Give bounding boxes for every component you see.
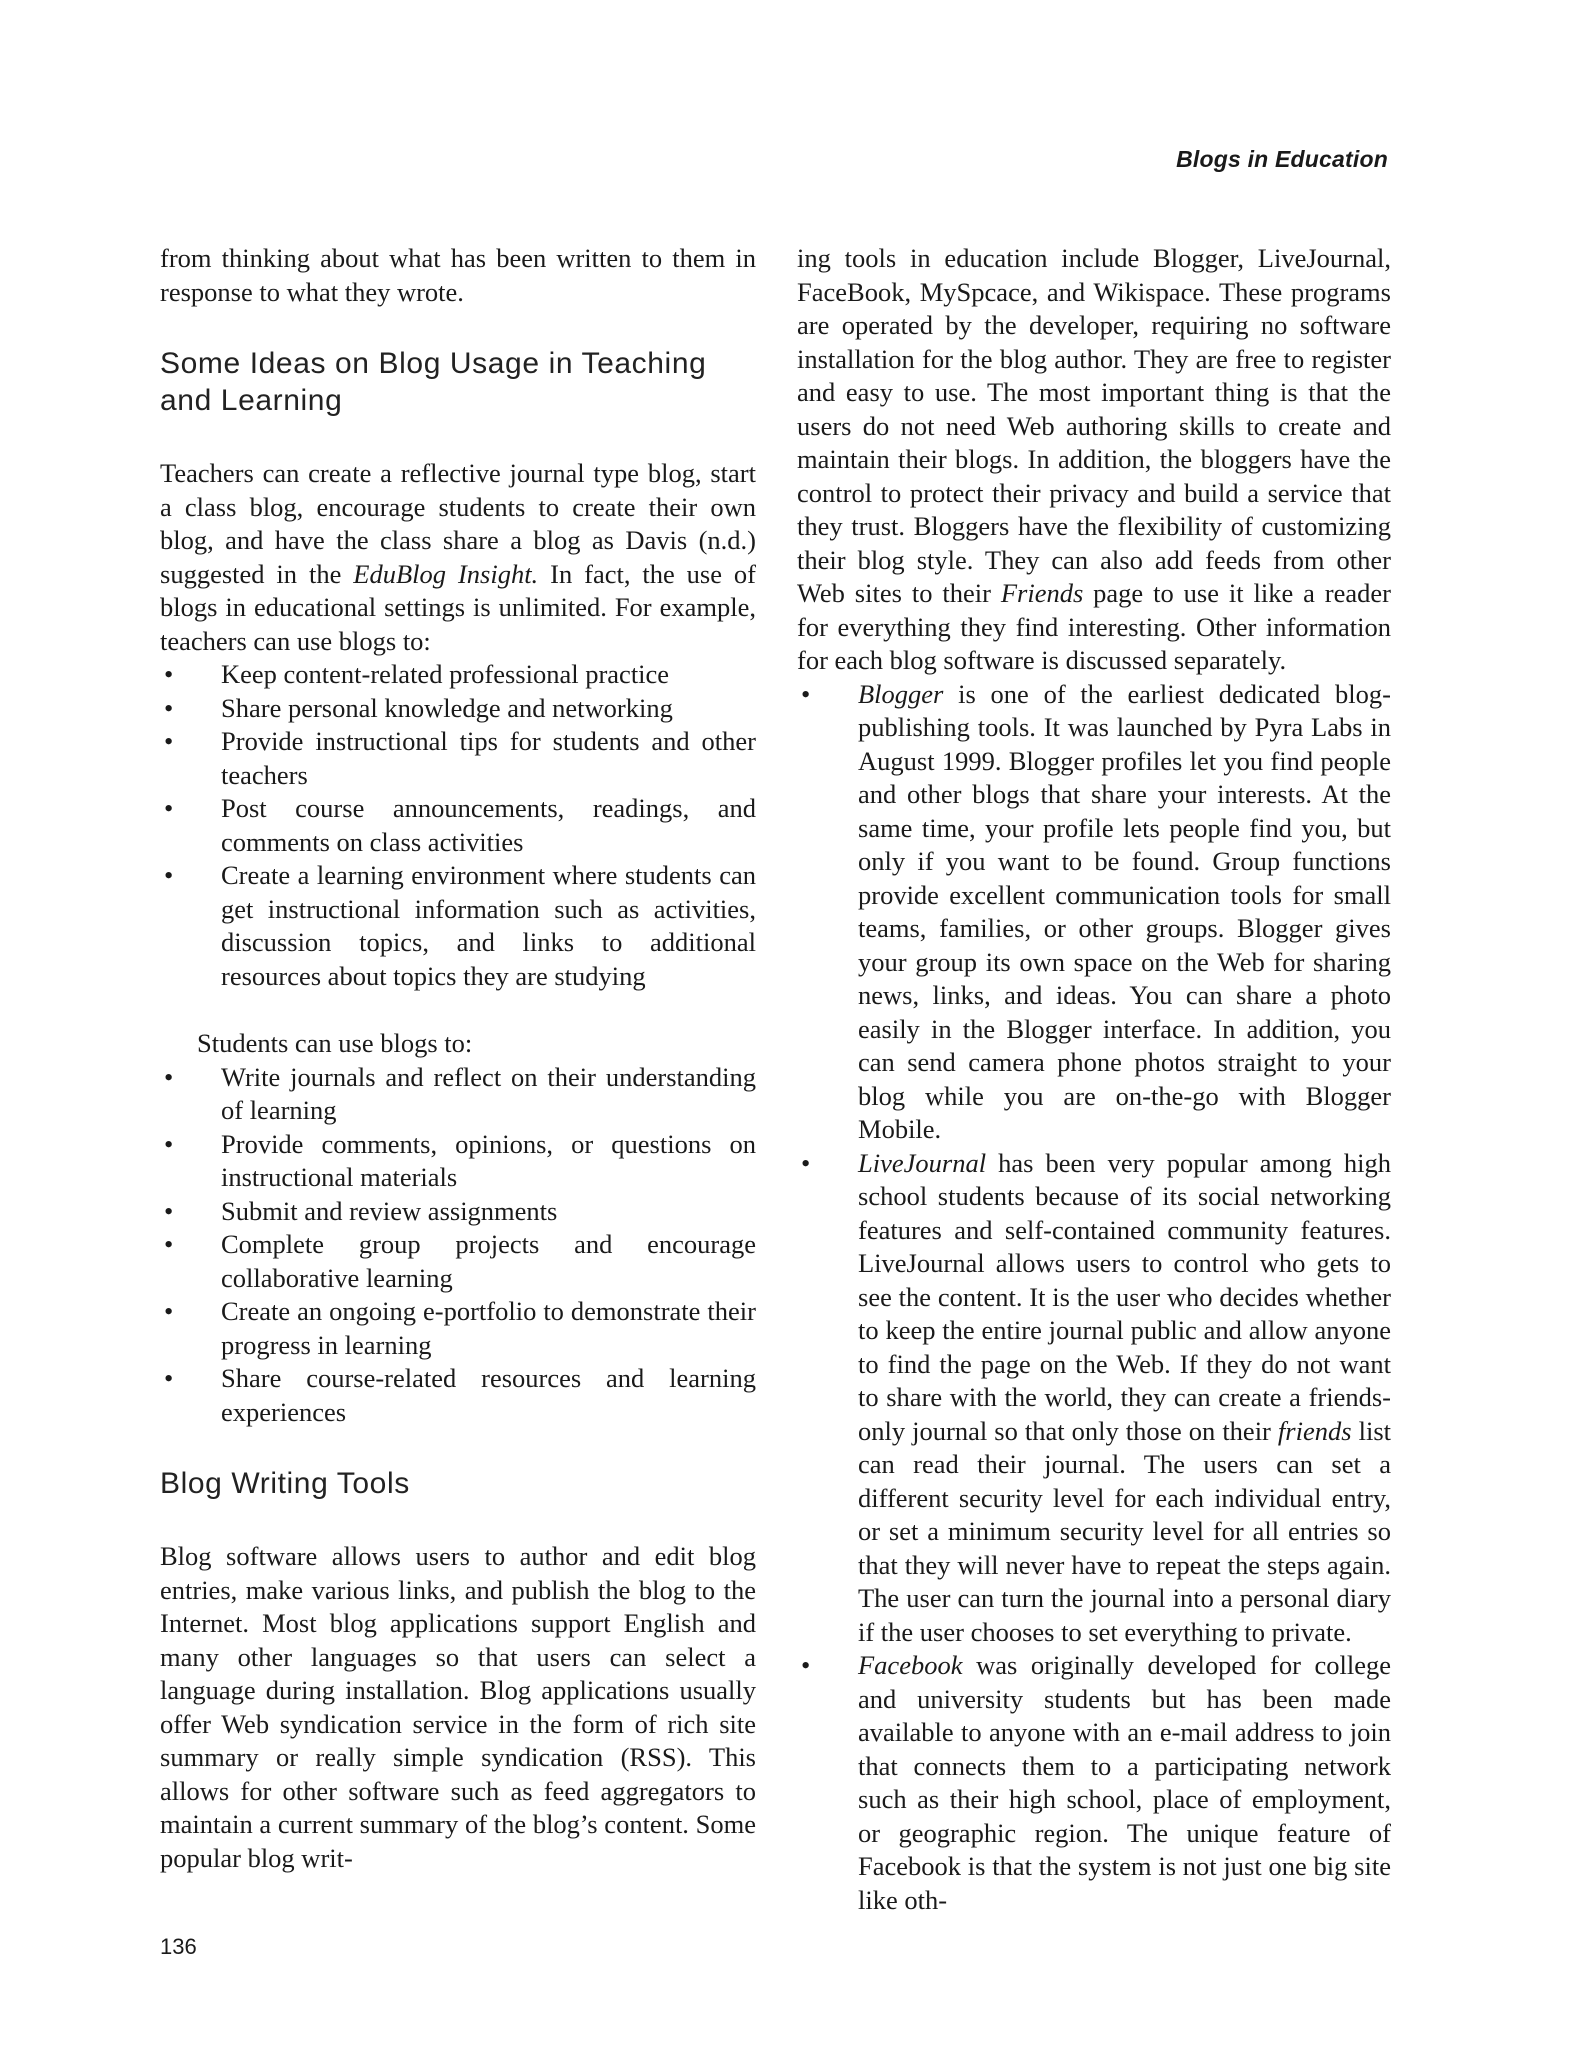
bullet-icon: • bbox=[801, 678, 811, 709]
bullet-icon: • bbox=[164, 1296, 174, 1326]
bullet-icon: • bbox=[164, 1363, 174, 1393]
student-uses-list bbox=[160, 1061, 756, 1430]
list-item: • Share course-related resources and learning experiences bbox=[164, 1363, 756, 1427]
friends-term: Friends bbox=[1000, 578, 1084, 608]
list-item: • Write journals and reflect on their understanding of learning bbox=[164, 1061, 756, 1125]
bullet-icon: • bbox=[164, 860, 174, 890]
bullet-icon: • bbox=[164, 1229, 174, 1259]
livejournal-description-2: list can read their journal. The users can set a different security level for each individual entry, or set a minimum security level for all entries so that they will never have to repeat the steps again. The user can turn the journal into a personal diary if the user chooses to set everything to private. bbox=[858, 1415, 1391, 1647]
tools-paragraph bbox=[797, 242, 1391, 678]
blog-software-paragraph: Blog software allows users to author and edit blog entries, make various links, and publish the blog to the Internet. Most blog applications support English and many other languages so that users can select a language during installation. Blog applications usually offer Web syndication service in the form of rich site summary or really simple syndication (RSS). This allows for other software such as feed aggregators to maintain a current summary of the blog’s content. Some popular blog writ- bbox=[160, 1541, 756, 1873]
blog-tools-list bbox=[797, 678, 1391, 1918]
livejournal-description-1: has been very popular among high school students because of its social networking features and self-contained community features. LiveJournal allows users to control who gets to see the content. It is the user who decides whether to keep the entire journal public and allow anyone to find the page on the Web. If they do not want to share with the world, they can create a friends-only journal so that only those on their bbox=[858, 1147, 1391, 1446]
list-item: • Share personal knowledge and networking bbox=[160, 692, 756, 726]
teachers-paragraph bbox=[160, 457, 756, 658]
teachers-text-2: In fact, the use of blogs in educational settings is unlimited. For example, teachers can use blogs to: bbox=[160, 558, 756, 656]
list-item-facebook bbox=[797, 1649, 1391, 1917]
list-item: • Provide comments, opinions, or questions on instructional materials bbox=[164, 1128, 756, 1192]
livejournal-name: LiveJournal bbox=[858, 1147, 987, 1178]
list-item: • Create an ongoing e-portfolio to demonstrate their progress in learning bbox=[164, 1296, 756, 1360]
tools-text-1: ing tools in education include Blogger, LiveJournal, FaceBook, MySpcace, and Wikispace. These programs are operated by the developer, requiring no software installation for the blog author. They are free to register and easy to use. The most important thing is that the users do not need Web authoring skills to create and maintain their blogs. In addition, the bloggers have the control to protect their privacy and build a service that they trust. Bloggers have the flexibility of customizing their blog style. They can also add feeds from other Web sites to their bbox=[797, 243, 1391, 608]
list-item: • Keep content-related professional practice bbox=[160, 658, 756, 692]
list-item: • Complete group projects and encourage collaborative learning bbox=[164, 1229, 756, 1293]
list-item: • Create a learning environment where students can get instructional information such as activities, discussion topics, and links to additional resources about topics they are studying bbox=[164, 860, 756, 991]
bullet-icon: • bbox=[164, 692, 174, 723]
list-item: • Submit and review assignments bbox=[160, 1195, 756, 1229]
list-item: • Provide instructional tips for students and other teachers bbox=[164, 726, 756, 790]
blogger-description: is one of the earliest dedicated blog-publishing tools. It was launched by Pyra Labs in August 1999. Blogger profiles let you find people and other blogs that share your interests. At the same time, your profile lets people find you, but only if you want to be found. Group functions provide excellent communication tools for small teams, families, or other groups. Blogger gives your group its own space on the Web for sharing news, links, and ideas. You can share a photo easily in the Blogger interface. In addition, you can send camera phone photos straight to your blog while you are on-the-go with Blogger Mobile. bbox=[858, 678, 1391, 1144]
friends-list-term: friends bbox=[1277, 1415, 1352, 1446]
intro-paragraph: from thinking about what has been written to them in response to what they wrote. bbox=[160, 243, 756, 307]
teachers-text-1: Teachers can create a reflective journal type blog, start a class blog, encourage students to create their own blog, and have the class share a blog as Davis (n.d.) suggested in the bbox=[160, 458, 756, 589]
left-column bbox=[160, 242, 756, 1875]
list-item-blogger bbox=[797, 678, 1391, 1147]
running-head: Blogs in Education bbox=[1176, 146, 1388, 172]
page-number: 136 bbox=[160, 1934, 197, 1959]
section-heading-blog-usage: Some Ideas on Blog Usage in Teaching and Learning bbox=[160, 347, 707, 417]
edublog-title: EduBlog Insight. bbox=[353, 558, 539, 589]
students-intro: Students can use blogs to: bbox=[197, 1028, 473, 1058]
blogger-name: Blogger bbox=[858, 678, 944, 709]
list-item-livejournal bbox=[797, 1147, 1391, 1650]
facebook-description: was originally developed for college and university students but has been made available to anyone with an e-mail address to join that connects them to a participating network such as their high school, place of employment, or geographic region. The unique feature of Facebook is that the system is not just one big site like oth- bbox=[858, 1650, 1391, 1915]
bullet-icon: • bbox=[801, 1650, 811, 1680]
section-heading-blog-writing-tools: Blog Writing Tools bbox=[160, 1467, 410, 1500]
bullet-icon: • bbox=[164, 726, 174, 756]
right-column bbox=[797, 242, 1391, 1917]
tools-text-2: page to use it like a reader for everything they find interesting. Other information for each blog software is discussed separately. bbox=[797, 578, 1391, 675]
bullet-icon: • bbox=[164, 793, 174, 823]
list-item: • Post course announcements, readings, and comments on class activities bbox=[164, 793, 756, 857]
bullet-icon: • bbox=[801, 1147, 811, 1178]
bullet-icon: • bbox=[164, 1061, 174, 1092]
bullet-icon: • bbox=[164, 1128, 174, 1159]
bullet-icon: • bbox=[164, 1195, 174, 1226]
facebook-name: Facebook bbox=[858, 1650, 963, 1680]
teacher-uses-list bbox=[160, 658, 756, 993]
bullet-icon: • bbox=[164, 659, 174, 689]
